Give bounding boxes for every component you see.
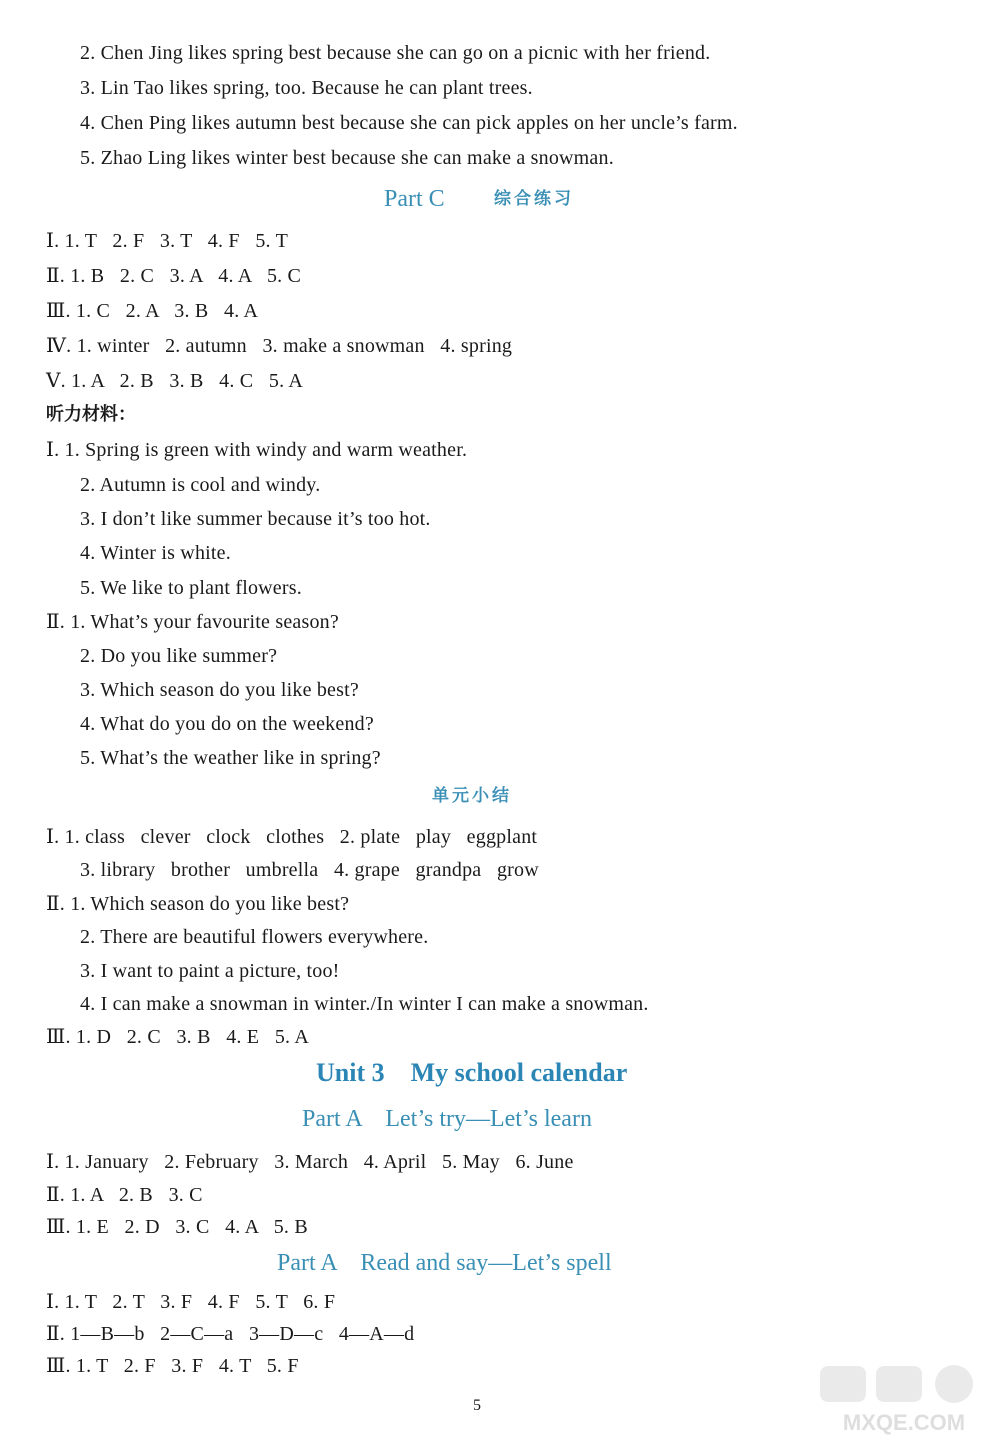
listening-label: 听力材料： [46, 404, 136, 425]
answer-line: 3. library brother umbrella 4. grape grandpa grow [80, 859, 539, 881]
answer-line: 4. I can make a snowman in winter./In winter I can make a snowman. [80, 993, 649, 1015]
answer-line: Ⅳ. 1. winter 2. autumn 3. make a snowman 4. spring [46, 335, 513, 357]
answer-line: Ⅱ. 1—B—b 2—C—a 3—D—c 4—A—d [46, 1323, 415, 1345]
watermark-icon [812, 1362, 992, 1436]
page-number: 5 [473, 1397, 481, 1414]
answer-line: Ⅲ. 1. T 2. F 3. F 4. T 5. F [46, 1355, 299, 1377]
answer-line: Ⅰ. 1. class clever clock clothes 2. plate play eggplant [46, 826, 538, 848]
section-subheading: 综合练习 [494, 189, 574, 209]
watermark-text: MXQE.COM [842, 1410, 966, 1435]
unit-title: Unit 3 My school calendar [316, 1058, 628, 1087]
listening-line: 2. Autumn is cool and windy. [80, 474, 321, 496]
section-heading-part-c: Part C [384, 186, 445, 212]
answer-line: 5. Zhao Ling likes winter best because she can make a snowman. [80, 147, 614, 169]
answer-line: Ⅴ. 1. A 2. B 3. B 4. C 5. A [46, 370, 304, 392]
listening-line: 3. Which season do you like best? [80, 679, 359, 701]
answer-line: Ⅲ. 1. D 2. C 3. B 4. E 5. A [46, 1026, 309, 1048]
answer-line: 4. Chen Ping likes autumn best because she can pick apples on her uncle’s farm. [80, 112, 738, 134]
listening-line: Ⅰ. 1. Spring is green with windy and warm weather. [46, 439, 468, 461]
listening-line: 5. We like to plant flowers. [80, 577, 302, 599]
answer-line: Ⅱ. 1. Which season do you like best? [46, 893, 350, 915]
listening-line: 2. Do you like summer? [80, 645, 278, 667]
answer-line: 3. I want to paint a picture, too! [80, 960, 340, 982]
section-heading-part-a-spell: Part A Read and say—Let’s spell [277, 1250, 612, 1276]
section-heading-part-a-learn: Part A Let’s try—Let’s learn [302, 1106, 592, 1132]
answer-line: Ⅱ. 1. B 2. C 3. A 4. A 5. C [46, 265, 302, 287]
answer-line: Ⅰ. 1. January 2. February 3. March 4. April 5. May 6. June [46, 1151, 574, 1173]
answer-line: 3. Lin Tao likes spring, too. Because he can plant trees. [80, 77, 533, 99]
watermark-logo [812, 1362, 992, 1436]
answer-line: Ⅲ. 1. C 2. A 3. B 4. A [46, 300, 259, 322]
listening-line: 3. I don’t like summer because it’s too hot. [80, 508, 431, 530]
answer-line: 2. There are beautiful flowers everywhere. [80, 926, 429, 948]
listening-line: 4. What do you do on the weekend? [80, 713, 374, 735]
listening-line: Ⅱ. 1. What’s your favourite season? [46, 611, 339, 633]
listening-line: 4. Winter is white. [80, 542, 231, 564]
listening-line: 5. What’s the weather like in spring? [80, 747, 381, 769]
section-heading-unit-summary: 单元小结 [432, 786, 512, 806]
answer-line: Ⅰ. 1. T 2. T 3. F 4. F 5. T 6. F [46, 1291, 336, 1313]
answer-line: 2. Chen Jing likes spring best because she can go on a picnic with her friend. [80, 42, 711, 64]
answer-line: Ⅱ. 1. A 2. B 3. C [46, 1184, 203, 1206]
answer-line: Ⅲ. 1. E 2. D 3. C 4. A 5. B [46, 1216, 308, 1238]
answer-line: Ⅰ. 1. T 2. F 3. T 4. F 5. T [46, 230, 288, 252]
